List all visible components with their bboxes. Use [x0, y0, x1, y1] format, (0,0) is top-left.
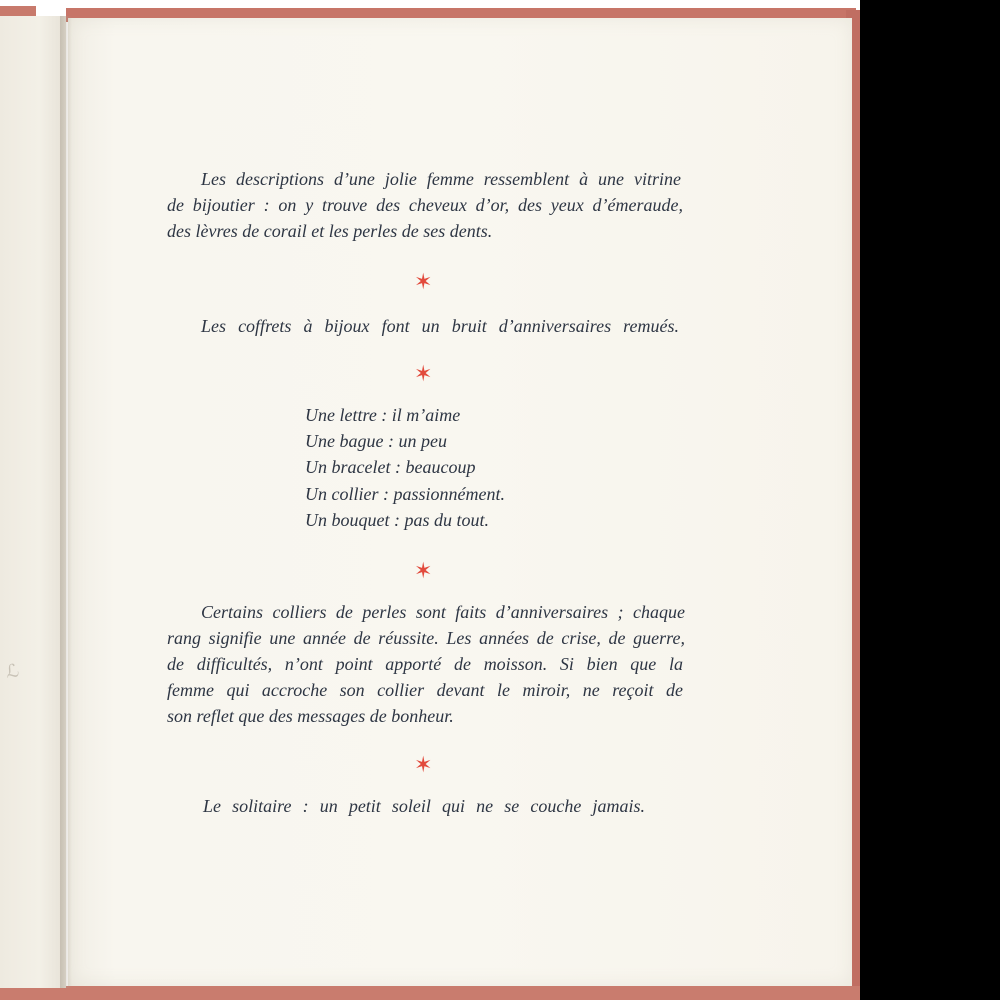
cover-edge-bottom	[0, 986, 860, 1000]
paragraph-2: Les coffrets à bijoux font un bruit d’anniversaires remués.	[201, 316, 679, 336]
paragraph-3-line-4: femme qui accroche son collier devant le miroir, ne reçoit de	[167, 680, 683, 700]
paragraph-3-line-1: Certains colliers de perles sont faits d’anniversaires ; chaque	[201, 602, 685, 622]
paragraph-4: Le solitaire : un petit soleil qui ne se couche jamais.	[203, 796, 645, 816]
paragraph-3-line-3: de difficultés, n’ont point apporté de moisson. Si bien que la	[167, 654, 683, 674]
star-separator: ✶	[414, 559, 433, 584]
spine-shadow	[60, 16, 72, 988]
paragraph-1-line-3: des lèvres de corail et les perles de ses dents.	[167, 221, 493, 241]
poem-line: Une lettre : il m’aime	[305, 405, 461, 425]
pencil-mark: ℒ	[4, 660, 21, 683]
paragraph-3-line-5: son reflet que des messages de bonheur.	[167, 706, 454, 726]
paragraph-1-line-1: Les descriptions d’une jolie femme ressemblent à une vitrine	[201, 169, 681, 189]
background	[860, 0, 1000, 1000]
star-separator: ✶	[414, 362, 433, 387]
poem-line: Une bague : un peu	[305, 431, 447, 451]
poem-line: Un collier : passionnément.	[305, 484, 505, 504]
paragraph-1-line-2: de bijoutier : on y trouve des cheveux d’or, des yeux d’émeraude,	[167, 195, 683, 215]
left-page	[0, 16, 66, 988]
star-separator: ✶	[414, 753, 433, 778]
star-separator: ✶	[414, 270, 433, 295]
poem-line: Un bouquet : pas du tout.	[305, 510, 489, 530]
poem-line: Un bracelet : beaucoup	[305, 457, 476, 477]
paragraph-3-line-2: rang signifie une année de réussite. Les années de crise, de guerre,	[167, 628, 685, 648]
